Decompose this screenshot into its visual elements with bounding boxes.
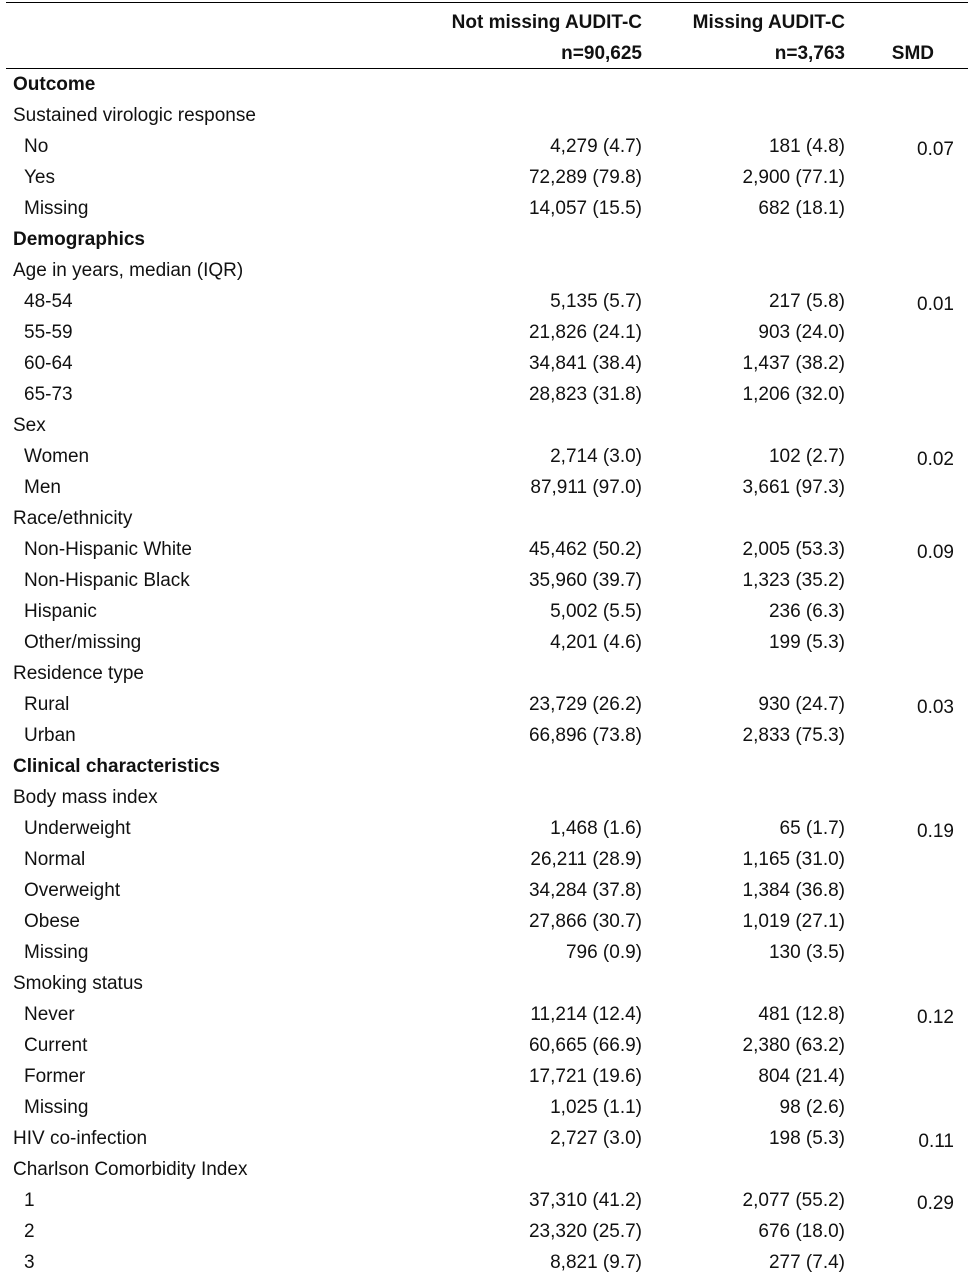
category-label: Overweight	[24, 880, 121, 901]
not-missing-value: 37,310 (41.2)	[528, 1190, 642, 1211]
table-row	[0, 472, 968, 503]
table-row	[0, 782, 968, 813]
table-row	[0, 689, 968, 720]
col-not-missing-title: Not missing AUDIT-C	[451, 12, 642, 33]
category-label: Non-Hispanic Black	[24, 570, 190, 591]
missing-value: 217 (5.8)	[768, 291, 845, 312]
category-label: Urban	[24, 725, 76, 746]
category-label: 55-59	[24, 322, 73, 343]
table-row	[0, 627, 968, 658]
not-missing-value: 66,896 (73.8)	[528, 725, 642, 746]
not-missing-value: 1,025 (1.1)	[550, 1097, 642, 1118]
not-missing-value: 4,201 (4.6)	[550, 632, 642, 653]
section-heading: Outcome	[13, 74, 96, 95]
table-row	[0, 813, 968, 844]
table-body	[0, 69, 968, 1278]
not-missing-value: 21,826 (24.1)	[528, 322, 642, 343]
not-missing-value: 5,135 (5.7)	[550, 291, 642, 312]
category-label: Men	[24, 477, 61, 498]
category-label: Normal	[24, 849, 86, 870]
table-row	[0, 1123, 968, 1154]
variable-label: Body mass index	[13, 787, 158, 808]
not-missing-value: 28,823 (31.8)	[528, 384, 642, 405]
col-missing-header	[650, 7, 845, 69]
table-top-rule	[6, 2, 968, 3]
missing-value: 130 (3.5)	[768, 942, 845, 963]
table-row	[0, 999, 968, 1030]
missing-value: 682 (18.1)	[758, 198, 845, 219]
table-row	[0, 968, 968, 999]
variable-label: HIV co-infection	[13, 1128, 148, 1149]
smd-value: 0.07	[917, 139, 954, 160]
smd-value: 0.29	[917, 1193, 954, 1214]
not-missing-value: 14,057 (15.5)	[528, 198, 642, 219]
table-row	[0, 348, 968, 379]
not-missing-value: 23,320 (25.7)	[528, 1221, 642, 1242]
missing-value: 1,437 (38.2)	[742, 353, 845, 374]
table-row	[0, 162, 968, 193]
table-row	[0, 937, 968, 968]
missing-value: 1,165 (31.0)	[742, 849, 845, 870]
not-missing-value: 796 (0.9)	[565, 942, 642, 963]
missing-value: 1,019 (27.1)	[742, 911, 845, 932]
missing-value: 2,005 (53.3)	[742, 539, 845, 560]
variable-label: Sustained virologic response	[13, 105, 256, 126]
variable-label: Smoking status	[13, 973, 143, 994]
col-not-missing-n: n=90,625	[561, 43, 642, 64]
not-missing-value: 8,821 (9.7)	[550, 1252, 642, 1273]
table-row	[0, 1247, 968, 1278]
table-row	[0, 658, 968, 689]
category-label: Rural	[24, 694, 70, 715]
not-missing-value: 4,279 (4.7)	[550, 136, 642, 157]
not-missing-value: 11,214 (12.4)	[530, 1004, 642, 1025]
missing-value: 65 (1.7)	[779, 818, 845, 839]
category-label: Former	[24, 1066, 86, 1087]
table-row	[0, 441, 968, 472]
table-row	[0, 379, 968, 410]
not-missing-value: 34,841 (38.4)	[528, 353, 642, 374]
table-row	[0, 410, 968, 441]
category-label: No	[24, 136, 49, 157]
missing-value: 199 (5.3)	[768, 632, 845, 653]
col-missing-title: Missing AUDIT-C	[692, 12, 845, 33]
not-missing-value: 17,721 (19.6)	[528, 1066, 642, 1087]
missing-value: 277 (7.4)	[768, 1252, 845, 1273]
table-row	[0, 565, 968, 596]
missing-value: 903 (24.0)	[758, 322, 845, 343]
missing-value: 676 (18.0)	[758, 1221, 845, 1242]
category-label: Obese	[24, 911, 80, 932]
section-heading: Demographics	[13, 229, 145, 250]
not-missing-value: 35,960 (39.7)	[528, 570, 642, 591]
col-missing-n: n=3,763	[774, 43, 845, 64]
table-row	[0, 534, 968, 565]
table-row	[0, 720, 968, 751]
missing-value: 2,380 (63.2)	[742, 1035, 845, 1056]
category-label: 1	[24, 1190, 35, 1211]
table-row	[0, 875, 968, 906]
category-label: Missing	[24, 1097, 89, 1118]
not-missing-value: 27,866 (30.7)	[528, 911, 642, 932]
table-row	[0, 751, 968, 782]
missing-value: 1,384 (36.8)	[742, 880, 845, 901]
missing-value: 2,900 (77.1)	[742, 167, 845, 188]
not-missing-value: 72,289 (79.8)	[528, 167, 642, 188]
category-label: Non-Hispanic White	[24, 539, 192, 560]
table-row	[0, 1092, 968, 1123]
category-label: Other/missing	[24, 632, 142, 653]
not-missing-value: 87,911 (97.0)	[530, 477, 642, 498]
missing-value: 1,323 (35.2)	[742, 570, 845, 591]
table-row	[0, 1185, 968, 1216]
category-label: Women	[24, 446, 90, 467]
table-row	[0, 844, 968, 875]
variable-label: Age in years, median (IQR)	[13, 260, 244, 281]
smd-value: 0.11	[918, 1131, 954, 1152]
table-row	[0, 906, 968, 937]
smd-value: 0.03	[917, 697, 954, 718]
table-row	[0, 255, 968, 286]
not-missing-value: 23,729 (26.2)	[528, 694, 642, 715]
missing-value: 3,661 (97.3)	[742, 477, 845, 498]
col-not-missing-header	[400, 7, 642, 69]
category-label: Missing	[24, 198, 89, 219]
variable-label: Race/ethnicity	[13, 508, 133, 529]
missing-value: 804 (21.4)	[758, 1066, 845, 1087]
table-row	[0, 1154, 968, 1185]
not-missing-value: 45,462 (50.2)	[528, 539, 642, 560]
table-row	[0, 224, 968, 255]
table-row	[0, 286, 968, 317]
table-row	[0, 596, 968, 627]
table-row	[0, 69, 968, 100]
table-row	[0, 503, 968, 534]
missing-value: 481 (12.8)	[758, 1004, 845, 1025]
missing-value: 1,206 (32.0)	[742, 384, 845, 405]
smd-value: 0.01	[917, 294, 954, 315]
table-row	[0, 193, 968, 224]
missing-value: 2,077 (55.2)	[742, 1190, 845, 1211]
not-missing-value: 26,211 (28.9)	[530, 849, 642, 870]
missing-value: 181 (4.8)	[768, 136, 845, 157]
category-label: Missing	[24, 942, 89, 963]
not-missing-value: 5,002 (5.5)	[550, 601, 642, 622]
smd-value: 0.12	[917, 1007, 954, 1028]
smd-value: 0.09	[917, 542, 954, 563]
missing-value: 2,833 (75.3)	[742, 725, 845, 746]
table-row	[0, 317, 968, 348]
category-label: 48-54	[24, 291, 73, 312]
category-label: Hispanic	[24, 601, 97, 622]
variable-label: Charlson Comorbidity Index	[13, 1159, 248, 1180]
missing-value: 98 (2.6)	[779, 1097, 845, 1118]
section-heading: Clinical characteristics	[13, 756, 220, 777]
category-label: 2	[24, 1221, 35, 1242]
missing-value: 198 (5.3)	[768, 1128, 845, 1149]
not-missing-value: 60,665 (66.9)	[528, 1035, 642, 1056]
smd-value: 0.19	[917, 821, 954, 842]
not-missing-value: 2,714 (3.0)	[550, 446, 642, 467]
not-missing-value: 2,727 (3.0)	[550, 1128, 642, 1149]
variable-label: Residence type	[13, 663, 144, 684]
smd-value: 0.02	[917, 449, 954, 470]
missing-value: 930 (24.7)	[758, 694, 845, 715]
category-label: Never	[24, 1004, 75, 1025]
col-smd-header: SMD	[891, 43, 934, 64]
category-label: Underweight	[24, 818, 131, 839]
table-row	[0, 1061, 968, 1092]
table-row	[0, 1030, 968, 1061]
category-label: 3	[24, 1252, 35, 1273]
missing-value: 102 (2.7)	[768, 446, 845, 467]
not-missing-value: 34,284 (37.8)	[528, 880, 642, 901]
category-label: Current	[24, 1035, 88, 1056]
table-row	[0, 131, 968, 162]
not-missing-value: 1,468 (1.6)	[550, 818, 642, 839]
table-row	[0, 100, 968, 131]
variable-label: Sex	[13, 415, 46, 436]
category-label: 65-73	[24, 384, 73, 405]
table-row	[0, 1216, 968, 1247]
category-label: 60-64	[24, 353, 73, 374]
category-label: Yes	[24, 167, 55, 188]
missing-value: 236 (6.3)	[768, 601, 845, 622]
